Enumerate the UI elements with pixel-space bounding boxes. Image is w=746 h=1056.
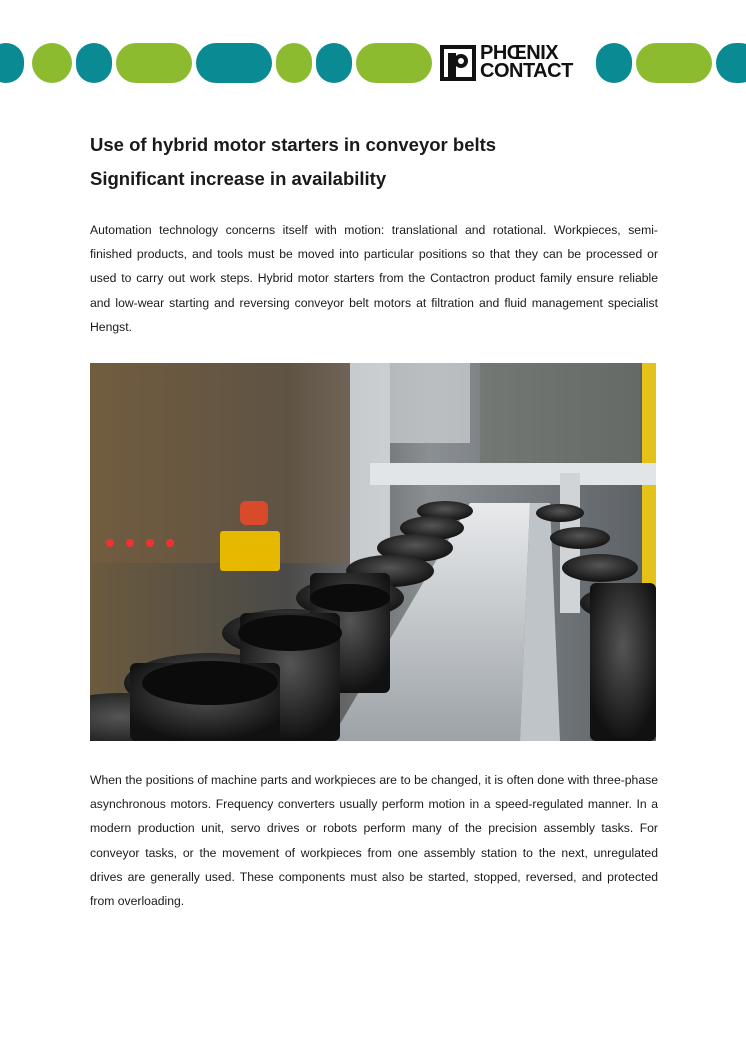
phoenix-contact-logo — [440, 43, 592, 83]
article-title — [90, 128, 690, 196]
title-line-2: Significant increase in availability — [90, 168, 387, 189]
band-pill-teal — [716, 43, 746, 83]
conveyor-belt-photo — [90, 363, 656, 741]
band-pill-green — [32, 43, 72, 83]
logo-mark-icon — [440, 45, 476, 81]
band-pill-teal — [596, 43, 632, 83]
band-pill-teal — [316, 43, 352, 83]
band-pill-green — [276, 43, 312, 83]
band-pill-teal — [196, 43, 272, 83]
logo-text — [480, 44, 573, 80]
logo-line-1: PHŒNIX — [480, 42, 559, 64]
band-pill-green — [116, 43, 192, 83]
intro-paragraph: Automation technology concerns itself with motion: translational and rotational. Workpieces, semi-finished products, and tools must be moved into particular positions so that they can be processed or used to carry out work steps. Hybrid motor starters from the Contactron product family ensure reliable and low-wear starting and reversing conveyor belt motors at filtration and fluid management specialist Hengst. — [90, 223, 658, 334]
logo-line-2: CONTACT — [480, 60, 573, 82]
body-paragraph: When the positions of machine parts and workpieces are to be changed, it is often done with three-phase asynchronous motors. Frequency converters usually perform motion in a speed-regulated manner. In a modern production unit, servo drives or robots perform many of the precision assembly tasks. For conveyor tasks, or the movement of workpieces from one assembly station to the next, unregulated drives are generally used. These components must also be started, stopped, reversed, and protected from overloading. — [90, 773, 658, 909]
title-line-1: Use of hybrid motor starters in conveyor belts — [90, 134, 497, 155]
band-pill-teal — [76, 43, 112, 83]
band-pill-green — [636, 43, 712, 83]
band-pill-green — [356, 43, 432, 83]
brand-band — [0, 43, 746, 83]
band-pill-teal — [0, 43, 24, 83]
